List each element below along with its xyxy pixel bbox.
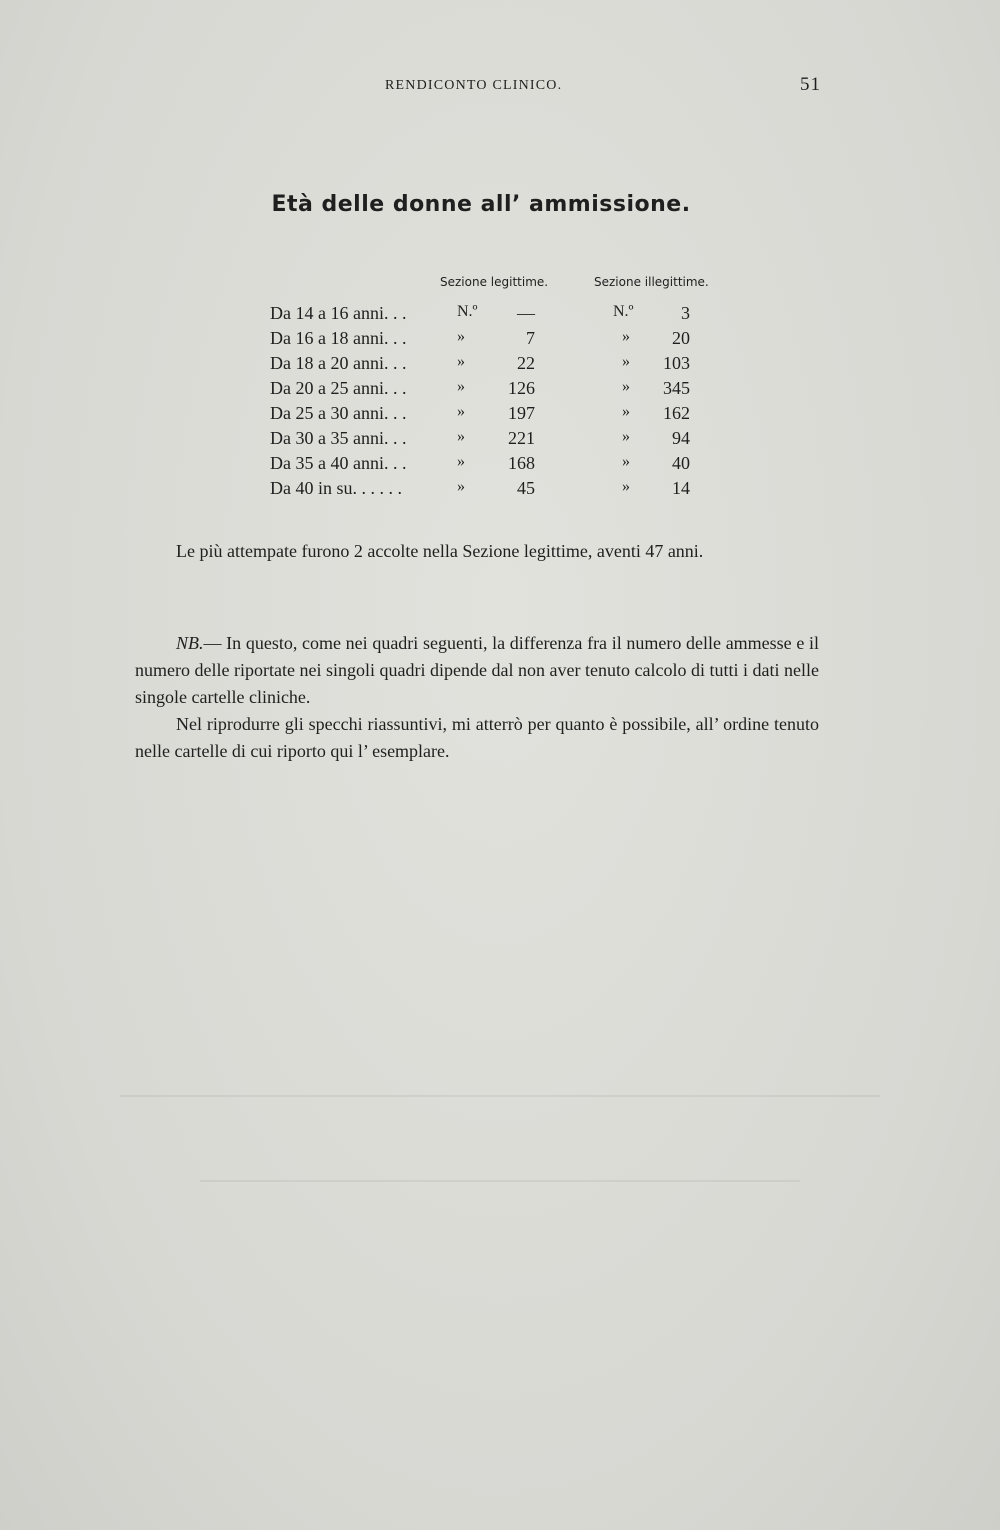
row-value-legit: 45 <box>517 478 535 498</box>
row-value-illegit: 40 <box>672 453 690 473</box>
row-marker-legit: » <box>457 403 465 420</box>
table-row <box>0 478 1000 503</box>
row-marker-legit: » <box>457 453 465 470</box>
row-label: Da 40 in su. . . . . . <box>270 478 402 498</box>
row-marker-illegit: » <box>622 403 630 420</box>
row-marker-legit: » <box>457 478 465 495</box>
row-value-illegit: 94 <box>672 428 690 448</box>
note-paragraph-2: Nel riprodurre gli specchi riassuntivi, mi atterrò per quanto è possibile, all’ ordine tenuto nelle cartelle di cui riporto qui l’ esemplare. <box>135 714 819 761</box>
page-number: 51 <box>800 74 821 95</box>
row-label: Da 14 a 16 anni. . . <box>270 303 407 323</box>
row-marker-legit: » <box>457 378 465 395</box>
row-marker-illegit: N.º <box>613 303 634 320</box>
row-label: Da 35 a 40 anni. . . <box>270 453 407 473</box>
table-row <box>0 453 1000 478</box>
row-value-illegit: 103 <box>663 353 690 373</box>
section-heading <box>0 192 1000 217</box>
row-label: Da 25 a 30 anni. . . <box>270 403 407 423</box>
row-value-legit: 197 <box>508 403 535 423</box>
table-row <box>0 378 1000 403</box>
table-row <box>0 303 1000 328</box>
row-value-illegit: 20 <box>672 328 690 348</box>
table-row <box>0 353 1000 378</box>
row-value-illegit: 14 <box>672 478 690 498</box>
bleed-through-line <box>200 1180 800 1182</box>
row-value-illegit: 3 <box>681 303 690 323</box>
section-heading-text: Età delle donne all’ ammissione. <box>271 192 691 217</box>
row-value-illegit: 162 <box>663 403 690 423</box>
row-marker-illegit: » <box>622 453 630 470</box>
running-head <box>0 74 1000 98</box>
row-value-legit: 221 <box>508 428 535 448</box>
summary-sentence: Le più attempate furono 2 accolte nella Sezione legittime, aventi 47 anni. <box>176 541 704 561</box>
row-marker-illegit: » <box>622 378 630 395</box>
row-label: Da 30 a 35 anni. . . <box>270 428 407 448</box>
row-marker-illegit: » <box>622 353 630 370</box>
running-head-title: RENDICONTO CLINICO. <box>385 78 563 93</box>
row-marker-illegit: » <box>622 428 630 445</box>
row-marker-illegit: » <box>622 478 630 495</box>
nb-label: NB. <box>176 633 204 653</box>
table-row <box>0 403 1000 428</box>
note-block <box>135 630 819 765</box>
row-value-legit: 168 <box>508 453 535 473</box>
row-value-legit: 7 <box>526 328 535 348</box>
column-header-illegittime: Sezione illegittime. <box>594 275 709 289</box>
table-row <box>0 428 1000 453</box>
row-marker-legit: N.º <box>457 303 478 320</box>
row-marker-legit: » <box>457 428 465 445</box>
table-row <box>0 328 1000 353</box>
note-paragraph-nb <box>135 630 819 711</box>
row-label: Da 18 a 20 anni. . . <box>270 353 407 373</box>
row-marker-legit: » <box>457 353 465 370</box>
nb-text: — In questo, come nei quadri seguenti, la differenza fra il numero delle ammesse e il numero delle riportate nei singoli quadri dipende dal non aver tenuto calcolo di tutti i dati nelle singole cartelle cliniche. <box>135 633 819 707</box>
row-value-legit: 22 <box>517 353 535 373</box>
row-label: Da 16 a 18 anni. . . <box>270 328 407 348</box>
row-label: Da 20 a 25 anni. . . <box>270 378 407 398</box>
row-value-legit: — <box>517 303 535 323</box>
row-value-illegit: 345 <box>663 378 690 398</box>
row-value-legit: 126 <box>508 378 535 398</box>
row-marker-illegit: » <box>622 328 630 345</box>
bleed-through-line <box>120 1095 880 1097</box>
row-marker-legit: » <box>457 328 465 345</box>
column-header-legittime: Sezione legittime. <box>440 275 549 289</box>
